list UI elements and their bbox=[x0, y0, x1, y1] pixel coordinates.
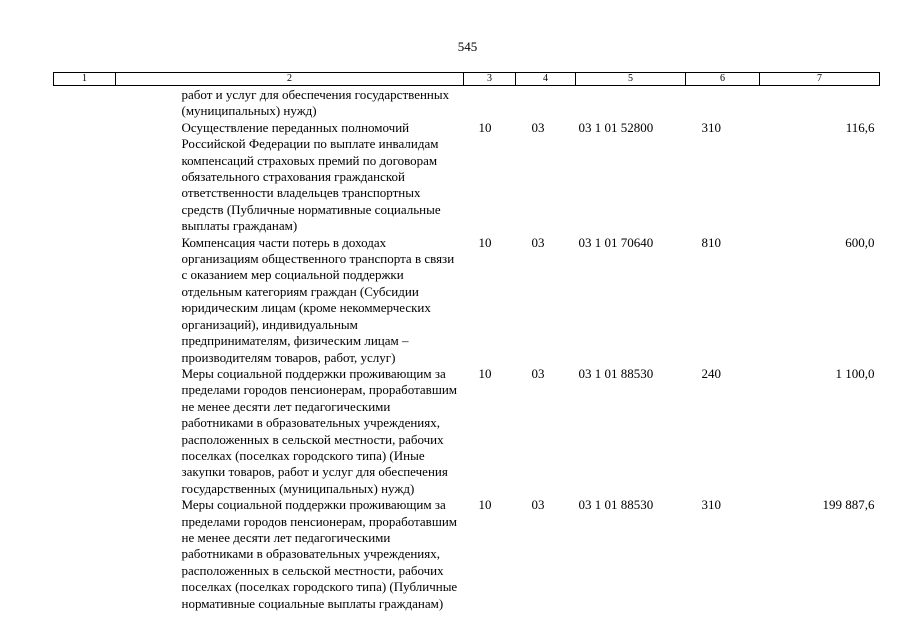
row-description: работ и услуг для обеспечения государственных (муниципальных) нужд) bbox=[181, 87, 450, 119]
amount: 600,0 bbox=[845, 234, 875, 250]
section-code: 10 bbox=[478, 119, 492, 135]
budget-table bbox=[53, 72, 880, 612]
table-row bbox=[54, 497, 880, 612]
section-code: 10 bbox=[478, 234, 492, 250]
amount bbox=[760, 86, 880, 120]
table-row bbox=[54, 235, 880, 366]
subsection-code: 03 bbox=[531, 119, 545, 135]
subsection-code: 03 bbox=[531, 234, 545, 250]
table-row bbox=[54, 86, 880, 120]
table-row bbox=[54, 120, 880, 235]
expense-type-code bbox=[686, 86, 760, 120]
column-header: 2 bbox=[116, 73, 464, 86]
row-number-cell bbox=[54, 235, 116, 366]
column-header: 5 bbox=[576, 73, 686, 86]
row-number-cell bbox=[54, 120, 116, 235]
column-header: 7 bbox=[760, 73, 880, 86]
table-row bbox=[54, 366, 880, 497]
amount: 116,6 bbox=[845, 119, 875, 135]
row-description: Осуществление переданных полномочий Российской Федерации по выплате инвалидам компенсаций страховых премий по договорам обязательного страхования гражданской ответственности владельцев транспортных средств (Публичные нормативные социальные выплаты гражданам) bbox=[181, 119, 441, 234]
target-article-code bbox=[576, 86, 686, 120]
section-code: 10 bbox=[478, 365, 492, 381]
expense-type-code: 310 bbox=[701, 497, 721, 513]
row-number-cell bbox=[54, 86, 116, 120]
row-description: Компенсация части потерь в доходах организациям общественного транспорта в связи с оказанием мер социальной поддержки отдельным категориям граждан (Субсидии юридическим лицам (кроме некоммерческих организаций), индивидуальным предпринимателям, физическим лицам – производителям товаров, работ, услуг) bbox=[181, 234, 455, 365]
row-number-cell bbox=[54, 366, 116, 497]
subsection-code: 03 bbox=[531, 365, 545, 381]
page-number: 545 bbox=[457, 39, 478, 54]
row-description: Меры социальной поддержки проживающим за пределами городов пенсионерам, проработавшим не менее десяти лет педагогическими работниками в образовательных учреждениях, расположенных в сельской местности, рабочих поселках (поселках городского типа) (Иные закупки товаров, работ и услуг для обеспечения государственных (муниципальных) нужд) bbox=[181, 365, 458, 496]
target-article-code: 03 1 01 88530 bbox=[578, 497, 654, 513]
expense-type-code: 310 bbox=[701, 119, 721, 135]
section-code: 10 bbox=[478, 497, 492, 513]
amount: 1 100,0 bbox=[835, 365, 875, 381]
subsection-code bbox=[516, 86, 576, 120]
column-header: 4 bbox=[516, 73, 576, 86]
column-header: 6 bbox=[686, 73, 760, 86]
column-number-row bbox=[54, 73, 880, 86]
row-number-cell bbox=[54, 497, 116, 612]
expense-type-code: 240 bbox=[701, 365, 721, 381]
expense-type-code: 810 bbox=[701, 234, 721, 250]
column-header: 1 bbox=[54, 73, 116, 86]
amount: 199 887,6 bbox=[822, 497, 875, 513]
target-article-code: 03 1 01 52800 bbox=[578, 119, 654, 135]
target-article-code: 03 1 01 70640 bbox=[578, 234, 654, 250]
row-description: Меры социальной поддержки проживающим за пределами городов пенсионерам, проработавшим не менее десяти лет педагогическими работниками в образовательных учреждениях, расположенных в сельской местности, рабочих поселках (поселках городского типа) (Публичные нормативные социальные выплаты гражданам) bbox=[181, 497, 458, 611]
section-code bbox=[464, 86, 516, 120]
column-header: 3 bbox=[464, 73, 516, 86]
target-article-code: 03 1 01 88530 bbox=[578, 365, 654, 381]
subsection-code: 03 bbox=[531, 497, 545, 513]
